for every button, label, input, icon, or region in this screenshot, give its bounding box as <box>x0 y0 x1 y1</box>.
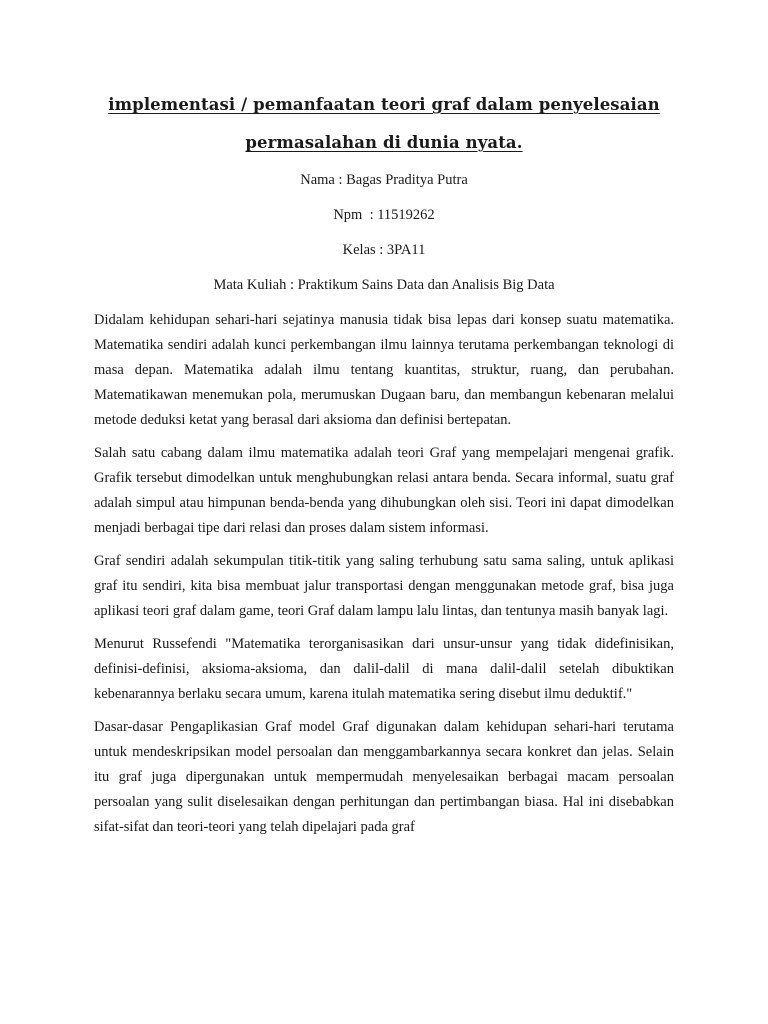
document-body <box>94 308 674 840</box>
author-info <box>94 170 674 295</box>
document-title <box>94 86 674 162</box>
class-label: Kelas : 3PA11 <box>342 242 426 258</box>
title-line-2: permasalahan di dunia nyata. <box>245 133 523 152</box>
paragraph-3: Graf sendiri adalah sekumpulan titik-titik yang saling terhubung satu sama saling, untuk aplikasi graf itu sendiri, kita bisa membuat jalur transportasi dengan menggunakan metode graf, bisa juga aplikasi teori graf dalam game, teori Graf dalam lampu lalu lintas, dan tentunya masih banyak lagi. <box>94 553 674 619</box>
paragraph-2: Salah satu cabang dalam ilmu matematika adalah teori Graf yang mempelajari mengenai grafik. Grafik tersebut dimodelkan untuk menghubungkan relasi antara benda. Secara informal, suatu graf adalah simpul atau himpunan benda-benda yang dihubungkan oleh sisi. Teori ini dapat dimodelkan menjadi berbagai tipe dari relasi dan proses dalam sistem informasi. <box>94 445 674 536</box>
paragraph-5: Dasar-dasar Pengaplikasian Graf model Graf digunakan dalam kehidupan sehari-hari terutama untuk mendeskripsikan model persoalan dan menggambarkannya secara konkret dan jelas. Selain itu graf juga dipergunakan untuk mempermudah menyelesaikan berbagai macam persoalan persoalan yang sulit diselesaikan dengan perhitungan dan pertimbangan biasa. Hal ini disebabkan sifat-sifat dan teori-teori yang telah dipelajari pada graf <box>94 719 674 835</box>
paragraph-1: Didalam kehidupan sehari-hari sejatinya manusia tidak bisa lepas dari konsep suatu matematika. Matematika sendiri adalah kunci perkembangan ilmu lainnya terutama perkembangan teknologi di masa depan. Matematika adalah ilmu tentang kuantitas, struktur, ruang, dan perubahan. Matematikawan menemukan pola, merumuskan Dugaan baru, dan membangun kebenaran melalui metode deduksi ketat yang berasal dari aksioma dan definisi bertepatan. <box>94 312 674 428</box>
student-number: Npm : 11519262 <box>333 207 435 223</box>
paragraph-4: Menurut Russefendi "Matematika terorganisasikan dari unsur-unsur yang tidak didefinisikan, definisi-definisi, aksioma-aksioma, dan dalil-dalil di mana dalil-dalil setelah dibuktikan kebenarannya berlaku secara umum, karena itulah matematika sering disebut ilmu deduktif." <box>94 636 674 702</box>
author-name: Nama : Bagas Praditya Putra <box>300 172 468 188</box>
title-line-1: implementasi / pemanfaatan teori graf dalam penyelesaian <box>108 95 660 114</box>
course-name: Mata Kuliah : Praktikum Sains Data dan Analisis Big Data <box>213 277 555 293</box>
